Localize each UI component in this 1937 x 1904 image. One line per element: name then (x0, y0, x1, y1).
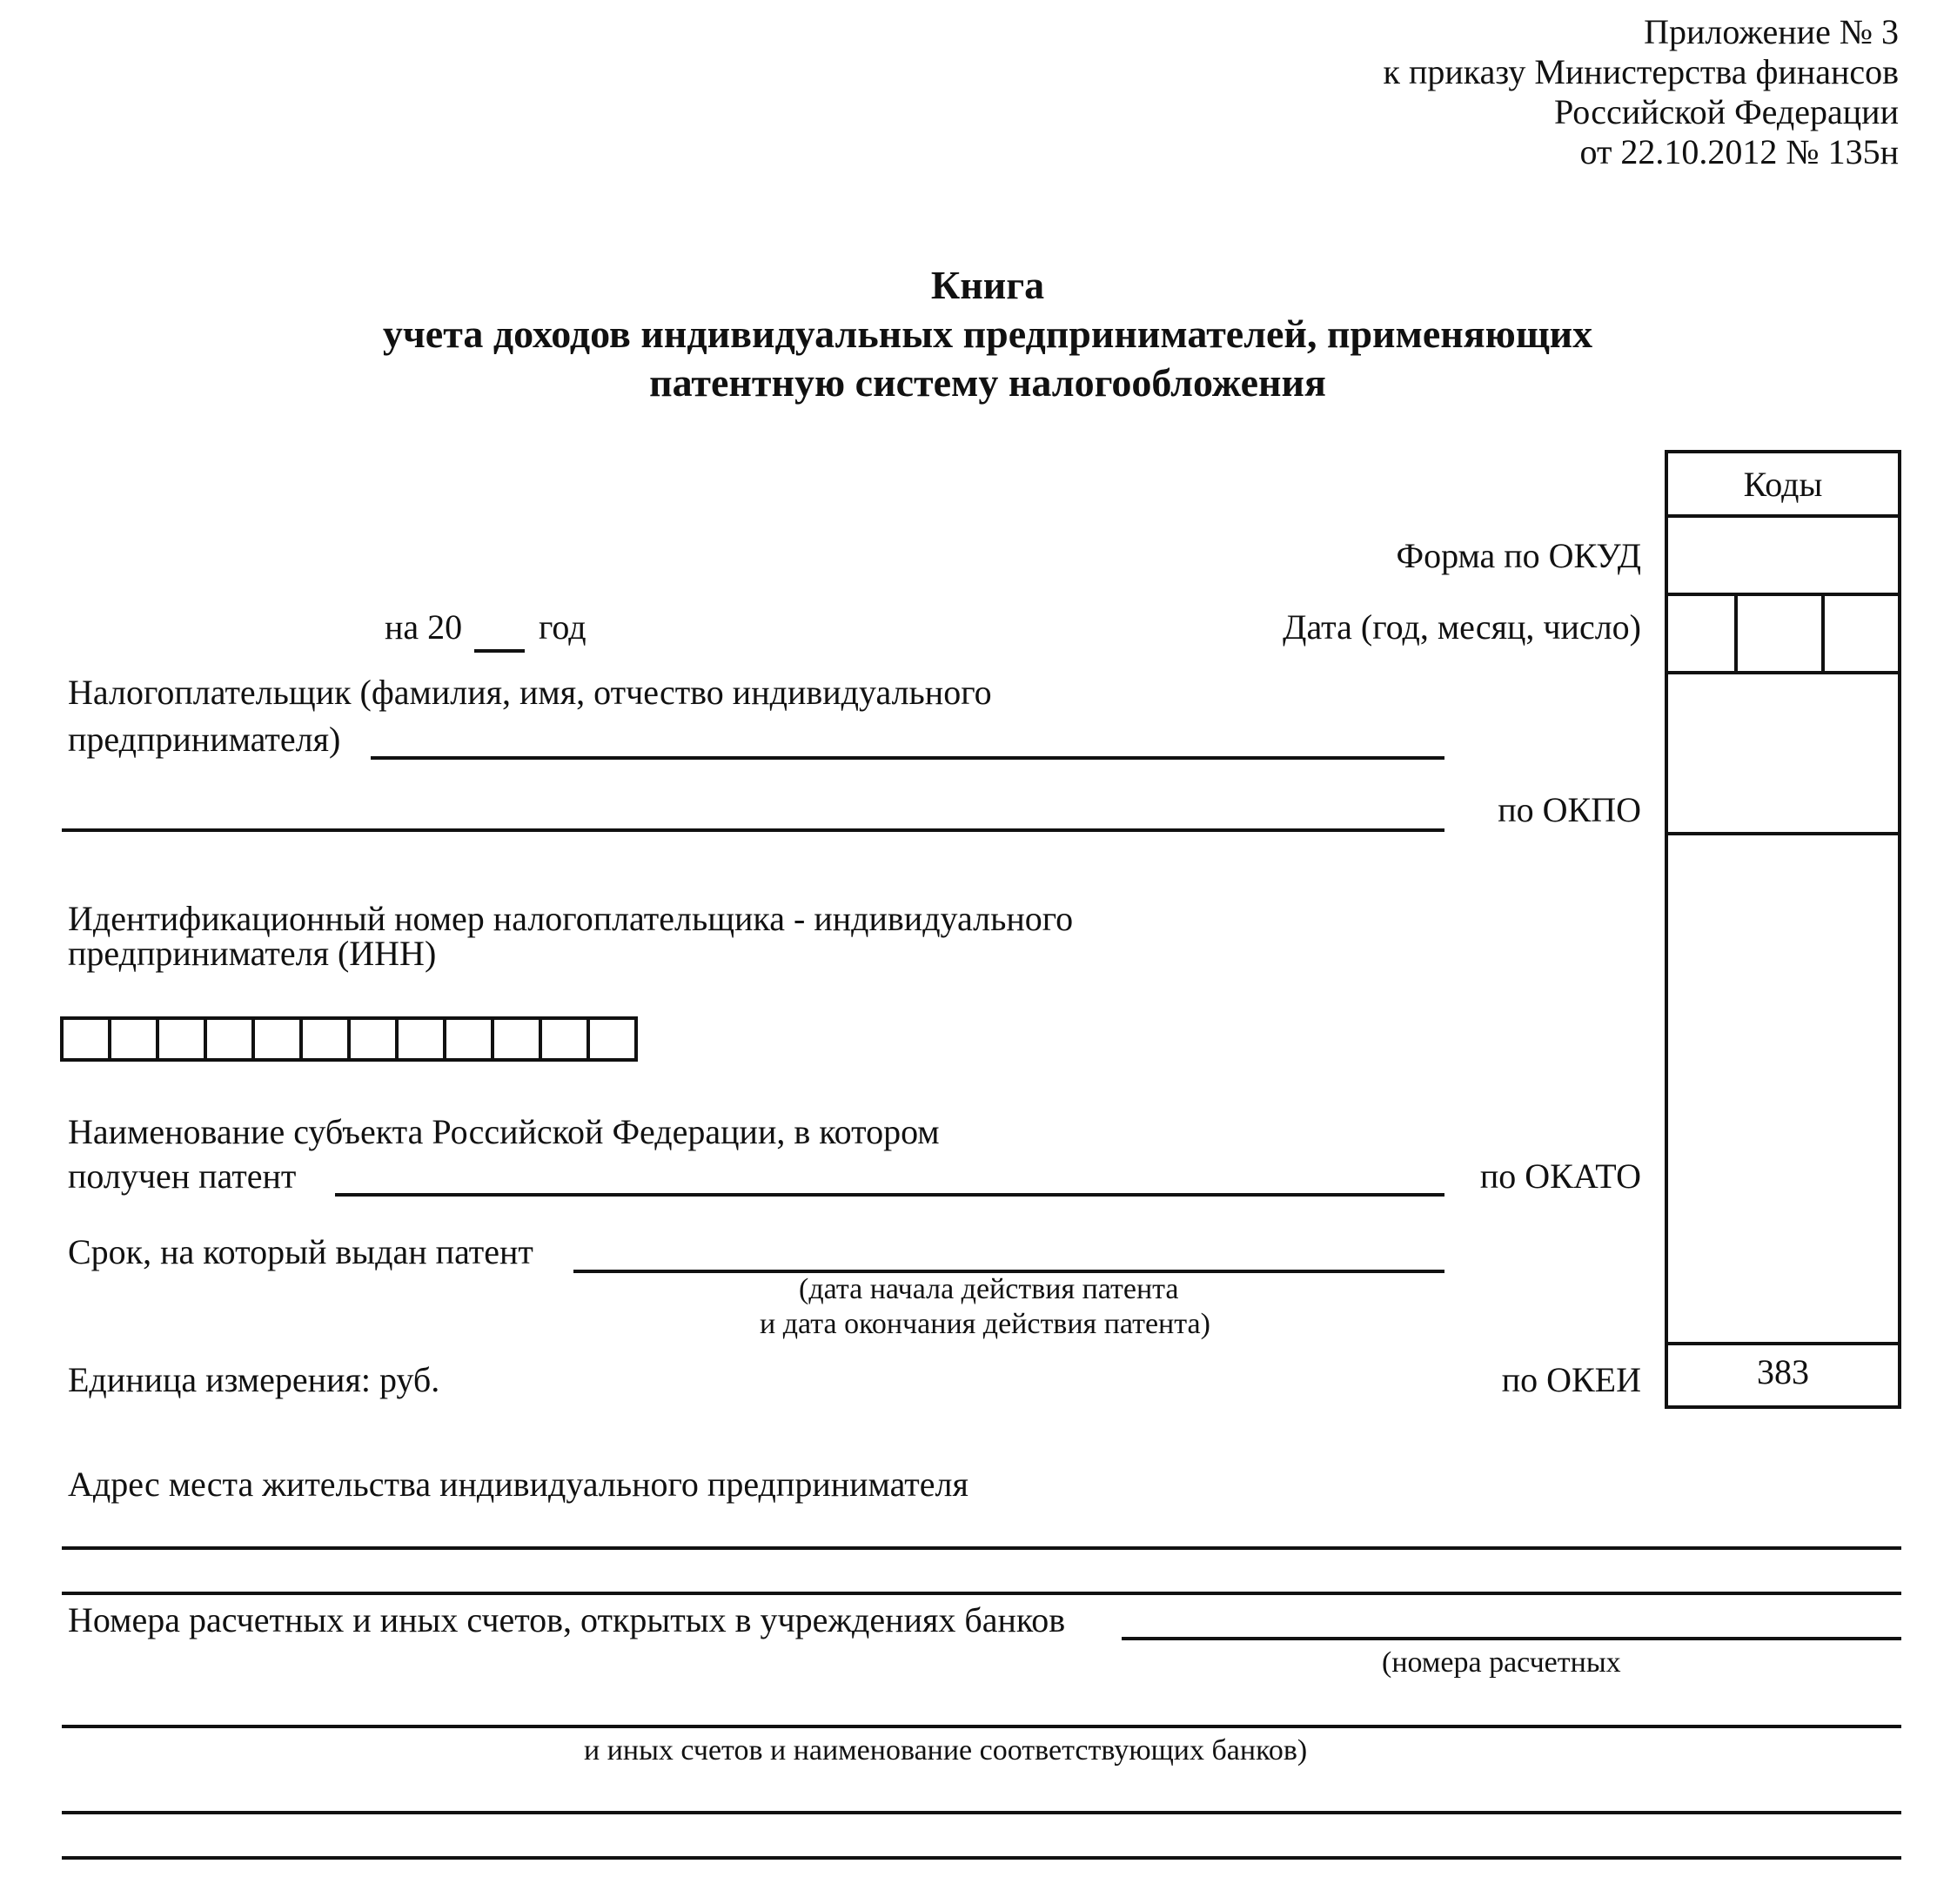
date-year-cell[interactable] (1668, 596, 1734, 671)
appendix-line-1: Приложение № 3 (1644, 12, 1899, 51)
taxpayer-name-line-2[interactable] (62, 828, 1444, 832)
inn-cell[interactable] (204, 1016, 255, 1062)
term-hint-line2: и дата окончания действия патента) (760, 1308, 1210, 1340)
inn-cell[interactable] (491, 1016, 542, 1062)
appendix-line-3: Российской Федерации (1553, 92, 1899, 131)
accounts-hint-line1: (номера расчетных (1382, 1646, 1621, 1679)
accounts-hint-line2: и иных счетов и наименование соответствующих банков) (584, 1734, 1308, 1767)
inn-cell[interactable] (586, 1016, 638, 1062)
taxpayer-label-line2: предпринимателя) (68, 720, 341, 759)
taxpayer-name-line[interactable] (371, 756, 1444, 760)
okpo-code-cell[interactable] (1668, 674, 1898, 832)
date-day-cell[interactable] (1825, 596, 1898, 671)
okei-label: по ОКЕИ (1501, 1360, 1641, 1399)
address-label: Адрес места жительства индивидуального предпринимателя (68, 1465, 968, 1504)
year-prefix: на 20 (385, 607, 463, 647)
year-input-line[interactable] (474, 649, 525, 653)
subject-label-line2: получен патент (68, 1156, 297, 1196)
codes-table (1665, 450, 1901, 1409)
accounts-input-line[interactable] (1122, 1637, 1901, 1640)
appendix-line-2: к приказу Министерства финансов (1383, 52, 1899, 91)
okato-label: по ОКАТО (1479, 1156, 1641, 1196)
term-label: Срок, на который выдан патент (68, 1232, 533, 1271)
inn-cell[interactable] (108, 1016, 159, 1062)
date-month-cell[interactable] (1738, 596, 1821, 671)
inn-cell[interactable] (60, 1016, 111, 1062)
inn-cells (60, 1016, 634, 1062)
appendix-header (1384, 12, 1899, 172)
accounts-label: Номера расчетных и иных счетов, открытых в учреждениях банков (68, 1600, 1066, 1639)
inn-cell[interactable] (251, 1016, 303, 1062)
title-line-1: Книга (930, 263, 1045, 307)
inn-cell[interactable] (299, 1016, 351, 1062)
term-hint-line1: (дата начала действия патента (799, 1273, 1179, 1305)
appendix-line-4: от 22.10.2012 № 135н (1579, 132, 1899, 171)
okei-code-value: 383 (1757, 1352, 1809, 1391)
title-line-3: патентную систему налогообложения (649, 360, 1326, 405)
year-suffix: год (539, 607, 586, 647)
codes-header: Коды (1743, 465, 1823, 504)
date-code-cells[interactable] (1668, 596, 1898, 671)
address-line-1[interactable] (62, 1546, 1901, 1550)
okud-code-cell[interactable] (1668, 518, 1898, 593)
address-line-2[interactable] (62, 1592, 1901, 1595)
date-label: Дата (год, месяц, число) (1283, 607, 1641, 647)
document-title (0, 261, 1937, 407)
inn-cell[interactable] (156, 1016, 207, 1062)
inn-cell[interactable] (539, 1016, 590, 1062)
inn-label-line2: предпринимателя (ИНН) (68, 934, 437, 973)
okato-code-cell[interactable] (1668, 835, 1898, 1342)
okpo-label: по ОКПО (1498, 790, 1641, 829)
accounts-line-3[interactable] (62, 1811, 1901, 1814)
okud-label: Форма по ОКУД (1396, 536, 1641, 575)
taxpayer-label-line1: Налогоплательщик (фамилия, имя, отчество индивидуального (68, 673, 992, 712)
subject-label-line1: Наименование субъекта Российской Федерации, в котором (68, 1112, 940, 1151)
accounts-line-2[interactable] (62, 1725, 1901, 1728)
accounts-line-4[interactable] (62, 1856, 1901, 1860)
subject-input-line[interactable] (335, 1193, 1444, 1197)
title-line-2: учета доходов индивидуальных предпринимателей, применяющих (382, 312, 1593, 356)
inn-cell[interactable] (347, 1016, 399, 1062)
inn-cell[interactable] (443, 1016, 494, 1062)
inn-label-line1: Идентификационный номер налогоплательщика - индивидуального (68, 899, 1074, 938)
inn-cell[interactable] (395, 1016, 446, 1062)
unit-label: Единица измерения: руб. (68, 1360, 440, 1399)
